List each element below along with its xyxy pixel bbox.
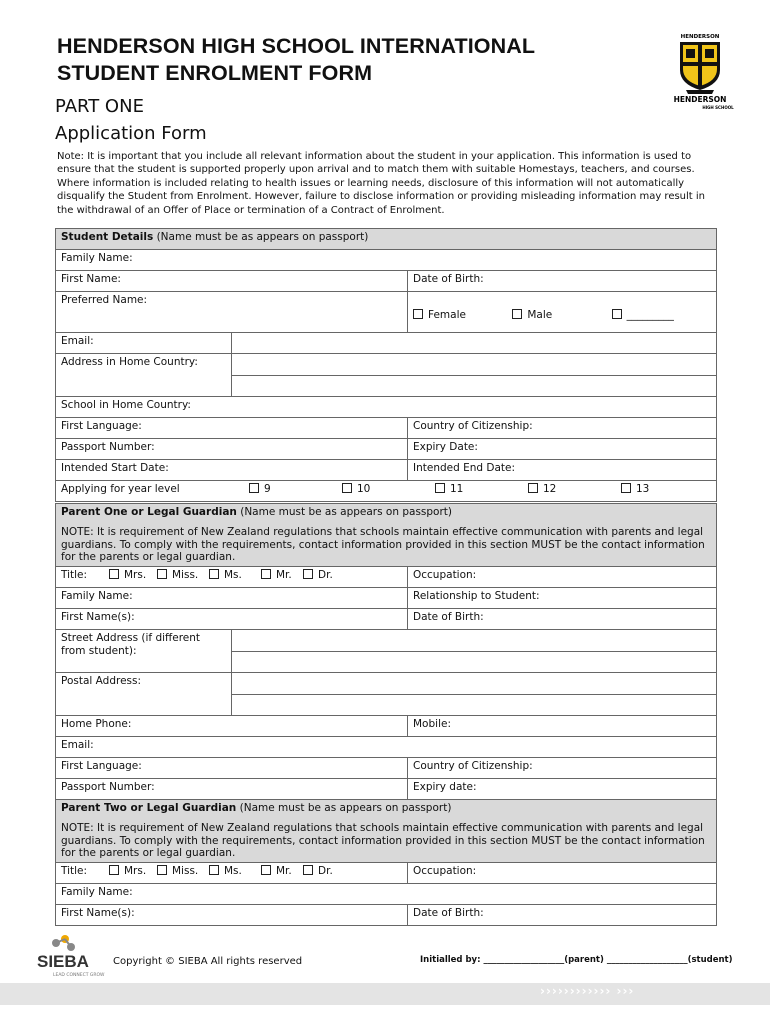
parent-two-table — [55, 799, 717, 926]
p2-occupation-field[interactable]: Occupation: — [408, 863, 717, 884]
expiry-field[interactable]: Expiry Date: — [408, 439, 717, 460]
citizenship-field[interactable]: Country of Citizenship: — [408, 418, 717, 439]
parent-one-table — [55, 503, 717, 800]
p2-title-dr-checkbox[interactable]: Dr. — [303, 865, 333, 877]
p2-family-name-field[interactable]: Family Name: — [56, 884, 717, 905]
arrows-decoration: ›››››››››››› ››› — [540, 984, 635, 998]
address-label: Address in Home Country: — [56, 354, 232, 397]
parent-passport-field[interactable]: Passport Number: — [56, 779, 408, 800]
female-checkbox[interactable]: Female — [413, 309, 512, 321]
p2-first-names-field[interactable]: First Name(s): — [56, 905, 408, 926]
footer-bar — [0, 983, 770, 1005]
intro-note: Note: It is important that you include all relevant information about the student in your application. This information is used to ensure that the student is supported properly upon arrival and to match them with suitable Homestays, teachers, and courses. Where information is included relating to health issues or learning needs, disclosure of this information will not automatically disqualify the Student from Enrolment. However, failure to disclose information or providing misleading information may result in the withdrawal of an Offer of Place or termination of a Contract of Enrolment. — [57, 151, 706, 216]
p2-title-ms-checkbox[interactable]: Ms. — [209, 865, 261, 877]
parent-one-heading: Parent One or Legal Guardian (Name must be as appears on passport) — [56, 504, 717, 525]
parent-citizenship-field[interactable]: Country of Citizenship: — [408, 758, 717, 779]
first-language-field[interactable]: First Language: — [56, 418, 408, 439]
title-miss-checkbox[interactable]: Miss. — [157, 569, 209, 581]
year-11-checkbox[interactable]: 11 — [435, 483, 528, 495]
home-phone-field[interactable]: Home Phone: — [56, 716, 408, 737]
postal-address-input-2[interactable] — [232, 694, 717, 716]
parent-expiry-field[interactable]: Expiry date: — [408, 779, 717, 800]
parent-two-title-row: Title: Mrs. Miss. Ms. Mr. Dr. — [56, 863, 408, 884]
title-mrs-checkbox[interactable]: Mrs. — [109, 569, 157, 581]
form-title: HENDERSON HIGH SCHOOL INTERNATIONAL STUDENT ENROLMENT FORM — [57, 34, 536, 85]
svg-text:HENDERSON: HENDERSON — [673, 95, 727, 104]
parent-dob-field[interactable]: Date of Birth: — [408, 609, 717, 630]
preferred-name-field[interactable]: Preferred Name: — [56, 292, 408, 333]
p2-dob-field[interactable]: Date of Birth: — [408, 905, 717, 926]
email-label: Email: — [56, 333, 232, 354]
address-input-line2[interactable] — [232, 375, 717, 397]
mobile-field[interactable]: Mobile: — [408, 716, 717, 737]
first-name-field[interactable]: First Name: — [56, 271, 408, 292]
street-address-label: Street Address (if different from student): — [56, 630, 232, 673]
p2-title-mrs-checkbox[interactable]: Mrs. — [109, 865, 157, 877]
parent-first-names-field[interactable]: First Name(s): — [56, 609, 408, 630]
student-details-heading: Student Details (Name must be as appears on passport) — [56, 229, 717, 250]
year-12-checkbox[interactable]: 12 — [528, 483, 621, 495]
p2-title-miss-checkbox[interactable]: Miss. — [157, 865, 209, 877]
parent-two-heading: Parent Two or Legal Guardian (Name must be as appears on passport) — [56, 800, 717, 821]
street-address-input-2[interactable] — [232, 651, 717, 673]
parent-email-field[interactable]: Email: — [56, 737, 717, 758]
parent-two-note: NOTE: It is requirement of New Zealand regulations that schools maintain effective communication with parents and legal guardians. To comply with the requirements, contact information provided in this section MUST be the contact information for the parents or legal guardian. — [56, 820, 717, 863]
parent-family-name-field[interactable]: Family Name: — [56, 588, 408, 609]
title-dr-checkbox[interactable]: Dr. — [303, 569, 333, 581]
initialled-by: Initialled by: ___________________(parent) ___________________(student) — [420, 955, 733, 965]
year-13-checkbox[interactable]: 13 — [621, 483, 649, 495]
parent-one-note: NOTE: It is requirement of New Zealand regulations that schools maintain effective communication with parents and legal guardians. To comply with the requirements, contact information provided in this section MUST be the contact information for the parents or legal guardian. — [56, 524, 717, 567]
occupation-field[interactable]: Occupation: — [408, 567, 717, 588]
svg-text:LEAD CONNECT GROW: LEAD CONNECT GROW — [53, 973, 105, 977]
school-field[interactable]: School in Home Country: — [56, 397, 717, 418]
title-mr-checkbox[interactable]: Mr. — [261, 569, 303, 581]
subtitle: Application Form — [55, 123, 207, 144]
dob-field[interactable]: Date of Birth: — [408, 271, 717, 292]
gender-options — [408, 292, 717, 333]
svg-text:SIEBA: SIEBA — [37, 952, 89, 971]
student-details-table — [55, 228, 717, 502]
start-date-field[interactable]: Intended Start Date: — [56, 460, 408, 481]
parent-one-title-row: Title: Mrs. Miss. Ms. Mr. Dr. — [56, 567, 408, 588]
sieba-logo — [37, 935, 107, 981]
parent-first-language-field[interactable]: First Language: — [56, 758, 408, 779]
end-date-field[interactable]: Intended End Date: — [408, 460, 717, 481]
svg-text:HIGH SCHOOL: HIGH SCHOOL — [702, 105, 734, 110]
relationship-field[interactable]: Relationship to Student: — [408, 588, 717, 609]
year-9-checkbox[interactable]: 9 — [249, 483, 342, 495]
svg-text:HENDERSON: HENDERSON — [680, 34, 720, 40]
school-crest-logo — [664, 32, 736, 114]
postal-address-input-1[interactable] — [232, 673, 717, 695]
part-label: PART ONE — [55, 96, 144, 117]
year-level-label: Applying for year level — [61, 483, 180, 495]
email-input[interactable] — [232, 333, 717, 354]
p2-title-mr-checkbox[interactable]: Mr. — [261, 865, 303, 877]
family-name-field[interactable]: Family Name: — [56, 250, 717, 271]
copyright: Copyright © SIEBA All rights reserved — [113, 956, 303, 967]
male-checkbox[interactable]: Male — [512, 309, 611, 321]
title-ms-checkbox[interactable]: Ms. — [209, 569, 261, 581]
other-gender-checkbox[interactable]: _________ — [612, 309, 711, 321]
year-10-checkbox[interactable]: 10 — [342, 483, 435, 495]
street-address-input-1[interactable] — [232, 630, 717, 652]
year-level-row — [56, 481, 717, 502]
address-input-line1[interactable] — [232, 354, 717, 376]
postal-address-label: Postal Address: — [56, 673, 232, 716]
passport-field[interactable]: Passport Number: — [56, 439, 408, 460]
